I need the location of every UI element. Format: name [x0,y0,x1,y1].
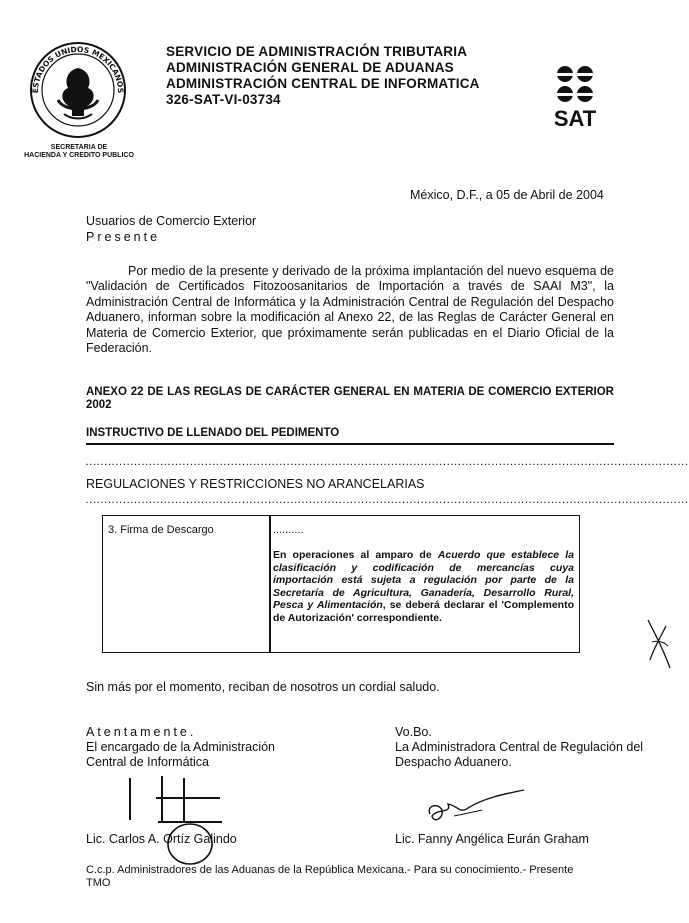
anexo-title: ANEXO 22 DE LAS REGLAS DE CARÁCTER GENERAL EN MATERIA DE COMERCIO EXTERIOR 2002 [86,386,614,411]
letter-date: México, D.F., a 05 de Abril de 2004 [410,188,604,202]
right-role-line-1: La Administradora Central de Regulación del [395,740,644,754]
header-line-1: SERVICIO DE ADMINISTRACIÓN TRIBUTARIA [166,44,468,59]
svg-text:ESTADOS UNIDOS MEXICANOS: ESTADOS UNIDOS MEXICANOS [30,44,126,94]
table-cell-field: 3. Firma de Descargo [108,524,214,536]
presente-label: Presente [86,230,161,244]
left-role-line-1: El encargado de la Administración [86,740,276,754]
salutation: Atentamente. [86,725,197,739]
right-signature-icon [424,784,534,828]
initials-line: TMO [86,877,111,889]
secretaria-label: SECRETARIA DE HACIENDA Y CREDITO PUBLICO [24,144,134,159]
right-signatory-name: Lic. Fanny Angélica Eurán Graham [395,832,589,846]
regulaciones-title: REGULACIONES Y RESTRICCIONES NO ARANCELARIAS [86,477,425,491]
addressee-line: Usuarios de Comercio Exterior [86,214,257,228]
header-line-2: ADMINISTRACIÓN GENERAL DE ADUANAS [166,60,454,75]
dotted-separator: .................................................................................................................................................................. [86,458,689,467]
svg-text:SAT: SAT [553,106,597,131]
ccp-block [86,864,573,890]
vobo-label: Vo.Bo. [395,725,432,739]
reference-number: 326-SAT-VI-03734 [166,92,281,107]
instructivo-title: INSTRUCTIVO DE LLENADO DEL PEDIMENTO [86,427,340,439]
ccp-line: C.c.p. Administradores de las Aduanas de la República Mexicana.- Para su conocimiento.- Presente [86,864,574,876]
left-signatory-name: Lic. Carlos A. Ortíz Galindo [86,832,237,846]
table-cell-dots: .......... [273,524,304,536]
body-paragraph: Por medio de la presente y derivado de la próxima implantación del nuevo esquema de "Validación de Certificados Fitozoosanitarios de Importación a través de SAAI M3", la Administración Central de Informática y la Administración Central de Regulación del Despacho Aduanero, informan sobre la modificación al Anexo 22, de las Reglas de Carácter General en Materia de Comercio Exterior, que próximamente serán publicadas en el Diario Oficial de la Federación. [86,264,614,356]
closing-greeting: Sin más por el momento, reciban de nosotros un cordial saludo. [86,680,440,694]
right-signatory-block [395,725,643,770]
sat-logo-icon [540,64,610,130]
left-signature-icon [118,772,228,864]
mexican-seal-icon [28,40,128,140]
left-signatory-block [86,725,275,770]
section-rule [86,443,614,445]
addressee [86,213,256,245]
table-divider [269,516,271,652]
left-role-line-2: Central de Informática [86,755,209,769]
letterhead [166,44,480,108]
margin-initials-icon [644,612,674,672]
right-role-line-2: Despacho Aduanero. [395,755,512,769]
dotted-separator: .................................................................................................................................................................. [86,496,689,505]
header-line-3: ADMINISTRACIÓN CENTRAL DE INFORMATICA [166,76,480,91]
table-cell-description: En operaciones al amparo de Acuerdo que establece la clasificación y codificación de mercancías cuya importación está sujeta a regulación por parte de la Secretaría de Agricultura, Ganadería, Desarrollo Rural, Pesca y Alimentación, se deberá declarar el 'Complemento de Autorización' correspondiente. [273,549,575,624]
